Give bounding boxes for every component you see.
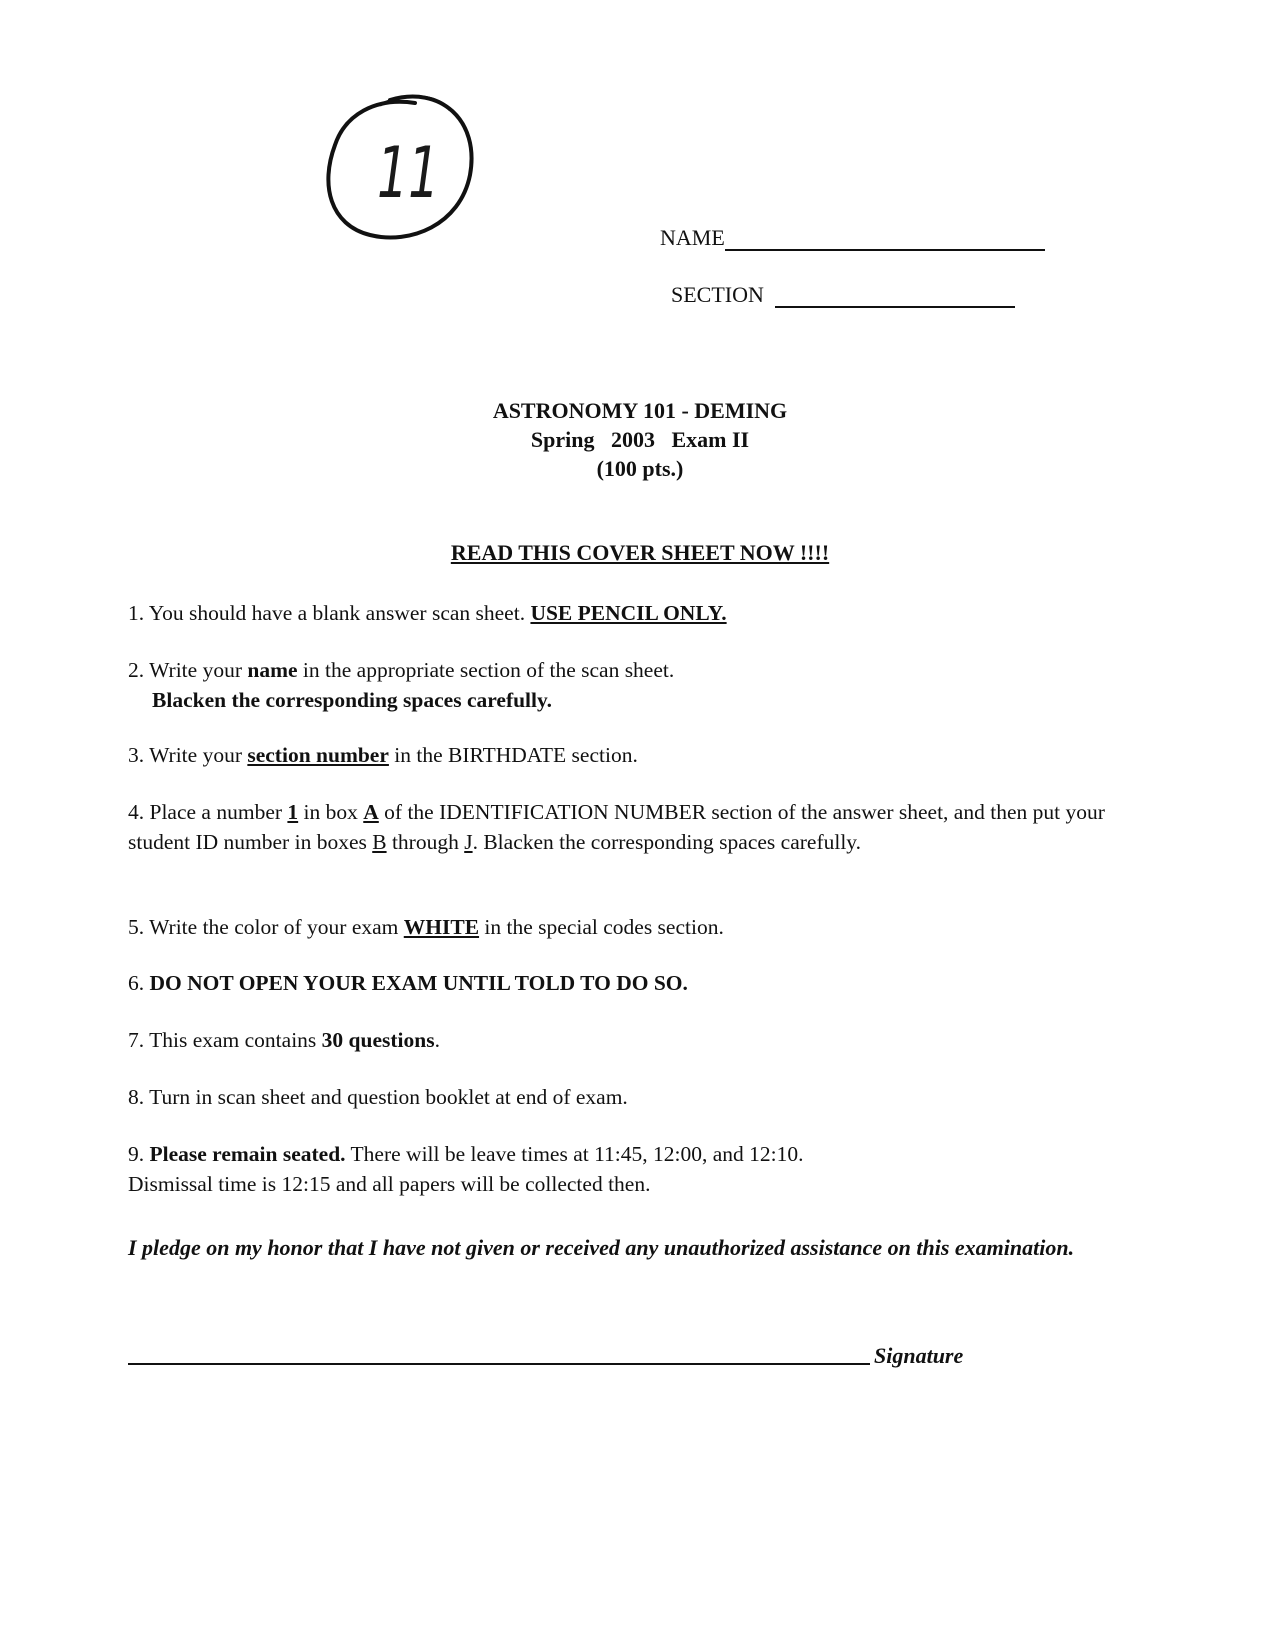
name-label: NAME (660, 225, 725, 250)
cover-title: READ THIS COVER SHEET NOW !!!! (450, 540, 830, 565)
circled-number: 11 (377, 132, 440, 214)
term-exam: Spring 2003 Exam II (530, 427, 750, 452)
instruction-3: 3. Write your section number in the BIRTHDATE section. (128, 743, 638, 767)
instruction-4: 4. Place a number 1 in box A of the IDENTIFICATION NUMBER section of the answer sheet, and then put your student ID number in boxes B through J. Blacken the corresponding spaces carefully. (128, 800, 1105, 854)
honor-pledge: I pledge on my honor that I have not given or received any unauthorized assistance on this examination. (128, 1235, 1075, 1260)
instruction-8: 8. Turn in scan sheet and question booklet at end of exam. (128, 1085, 628, 1109)
instruction-6: 6. DO NOT OPEN YOUR EXAM UNTIL TOLD TO DO SO. (128, 971, 688, 995)
pencil-only: USE PENCIL ONLY. (530, 601, 727, 625)
instruction-1: 1. You should have a blank answer scan sheet. USE PENCIL ONLY. (128, 601, 727, 625)
instruction-7: 7. This exam contains 30 questions. (128, 1028, 440, 1052)
name-field[interactable] (660, 225, 1045, 251)
instruction-5: 5. Write the color of your exam WHITE in the special codes section. (128, 915, 724, 939)
instruction-9: 9. Please remain seated. There will be leave times at 11:45, 12:00, and 12:10. Dismissal time is 12:15 and all papers will be collected then. (128, 1142, 804, 1196)
section-field[interactable] (671, 282, 1015, 308)
course-title: ASTRONOMY 101 - DEMING (492, 398, 788, 423)
name-blank[interactable] (725, 227, 1045, 251)
section-blank[interactable] (775, 284, 1015, 308)
section-label: SECTION (671, 282, 764, 307)
signature-line[interactable] (128, 1363, 870, 1365)
signature-label: Signature (874, 1343, 964, 1368)
circled-number-mark (320, 85, 490, 255)
instruction-2: 2. Write your name in the appropriate section of the scan sheet. Blacken the corresponding spaces carefully. (128, 658, 675, 712)
points-total: (100 pts.) (596, 456, 684, 481)
